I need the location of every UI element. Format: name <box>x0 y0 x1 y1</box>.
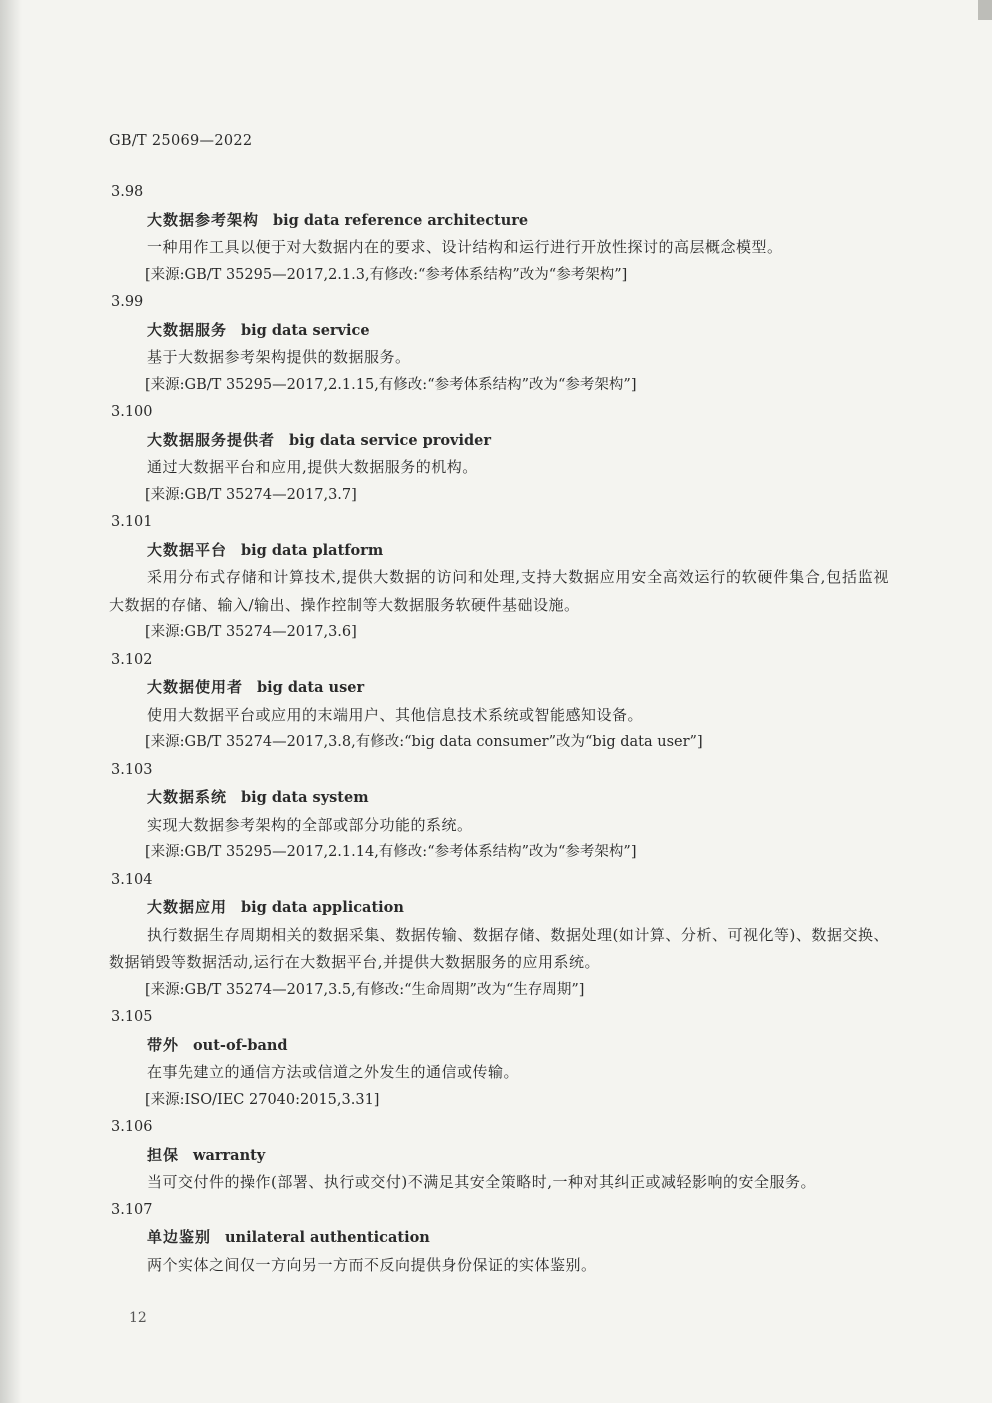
term-number: 3.105 <box>111 1009 153 1025</box>
term-chinese: 大数据平台 <box>147 540 228 559</box>
term-source: [来源:GB/T 35274—2017,3.5,有修改:“生命周期”改为“生存周期”] <box>145 981 585 998</box>
scan-corner-mark <box>978 0 992 20</box>
term-number: 3.99 <box>111 294 144 310</box>
term-chinese: 大数据服务提供者 <box>147 430 276 449</box>
term-heading <box>109 894 889 922</box>
term-definition: 当可交付件的操作(部署、执行或交付)不满足其安全策略时,一种对其纠正或减轻影响的安全服务。 <box>147 1173 816 1191</box>
term-definition: 实现大数据参考架构的全部或部分功能的系统。 <box>147 815 473 834</box>
term-entry <box>109 179 889 289</box>
term-chinese: 单边鉴别 <box>147 1228 212 1246</box>
term-source: [来源:GB/T 35295—2017,2.1.3,有修改:“参考体系结构”改为“参考架构”] <box>145 266 628 283</box>
term-number: 3.98 <box>111 184 144 200</box>
term-entry <box>109 399 889 509</box>
term-entry <box>109 509 889 647</box>
term-chinese: 大数据参考架构 <box>147 210 260 229</box>
term-heading <box>109 674 889 702</box>
term-source: [来源:GB/T 35274—2017,3.6] <box>145 624 357 640</box>
term-english: big data reference architecture <box>273 211 529 229</box>
term-chinese: 带外 <box>147 1035 180 1054</box>
term-number: 3.102 <box>111 651 153 668</box>
term-number: 3.100 <box>111 404 153 420</box>
term-source: [来源:GB/T 35274—2017,3.7] <box>145 486 357 503</box>
term-source: [来源:ISO/IEC 27040:2015,3.31] <box>145 1091 380 1108</box>
term-english: big data service provider <box>289 431 491 449</box>
term-entry <box>109 757 889 867</box>
term-definition: 在事先建立的通信方法或信道之外发生的通信或传输。 <box>147 1063 520 1081</box>
term-english: big data system <box>241 789 369 806</box>
term-heading <box>109 1032 889 1060</box>
terms-list <box>109 179 889 1279</box>
term-english: big data platform <box>241 541 384 559</box>
term-definition: 一种用作工具以便于对大数据内在的要求、设计结构和运行进行开放性探讨的高层概念模型。 <box>147 238 783 256</box>
standard-number-header: GB/T 25069—2022 <box>109 133 253 149</box>
term-entry <box>109 1197 889 1280</box>
term-chinese: 大数据服务 <box>147 320 228 339</box>
term-heading <box>109 1142 889 1170</box>
term-entry <box>109 1004 889 1114</box>
term-definition: 通过大数据平台和应用,提供大数据服务的机构。 <box>147 458 478 476</box>
term-source: [来源:GB/T 35295—2017,2.1.15,有修改:“参考体系结构”改为“参考架构”] <box>145 376 637 393</box>
term-source: [来源:GB/T 35295—2017,2.1.14,有修改:“参考体系结构”改为“参考架构”] <box>145 844 637 860</box>
term-heading <box>109 537 889 565</box>
term-chinese: 大数据应用 <box>147 898 228 916</box>
term-english: unilateral authentication <box>225 1229 430 1246</box>
term-chinese: 担保 <box>147 1145 180 1164</box>
term-definition: 执行数据生存周期相关的数据采集、数据传输、数据存储、数据处理(如计算、分析、可视化等)、数据交换、数据销毁等数据活动,运行在大数据平台,并提供大数据服务的应用系统。 <box>109 925 889 971</box>
term-number: 3.107 <box>111 1201 153 1218</box>
term-english: big data service <box>241 321 370 339</box>
term-english: big data application <box>241 899 404 916</box>
page-number: 12 <box>129 1310 147 1326</box>
term-heading <box>109 784 889 812</box>
term-definition: 采用分布式存储和计算技术,提供大数据的访问和处理,支持大数据应用安全高效运行的软硬件集合,包括监视大数据的存储、输入/输出、操作控制等大数据服务软硬件基础设施。 <box>109 568 889 614</box>
term-english: big data user <box>257 679 365 696</box>
term-entry <box>109 1114 889 1197</box>
term-heading <box>109 207 889 235</box>
term-number: 3.103 <box>111 761 153 778</box>
scan-edge-shadow <box>0 0 22 1403</box>
term-number: 3.106 <box>111 1119 153 1135</box>
term-entry <box>109 289 889 399</box>
term-definition: 基于大数据参考架构提供的数据服务。 <box>147 348 411 366</box>
term-chinese: 大数据系统 <box>147 788 228 806</box>
term-english: warranty <box>193 1146 266 1164</box>
term-entry <box>109 867 889 1005</box>
term-source: [来源:GB/T 35274—2017,3.8,有修改:“big data consumer”改为“big data user”] <box>145 734 703 750</box>
term-definition: 两个实体之间仅一方向另一方而不反向提供身份保证的实体鉴别。 <box>147 1255 597 1274</box>
term-chinese: 大数据使用者 <box>147 678 244 696</box>
term-definition: 使用大数据平台或应用的末端用户、其他信息技术系统或智能感知设备。 <box>147 705 644 724</box>
term-heading <box>109 1224 889 1252</box>
term-number: 3.101 <box>111 514 153 530</box>
term-heading <box>109 317 889 345</box>
term-english: out-of-band <box>193 1036 288 1054</box>
term-heading <box>109 427 889 455</box>
term-number: 3.104 <box>111 871 153 888</box>
term-entry <box>109 647 889 757</box>
